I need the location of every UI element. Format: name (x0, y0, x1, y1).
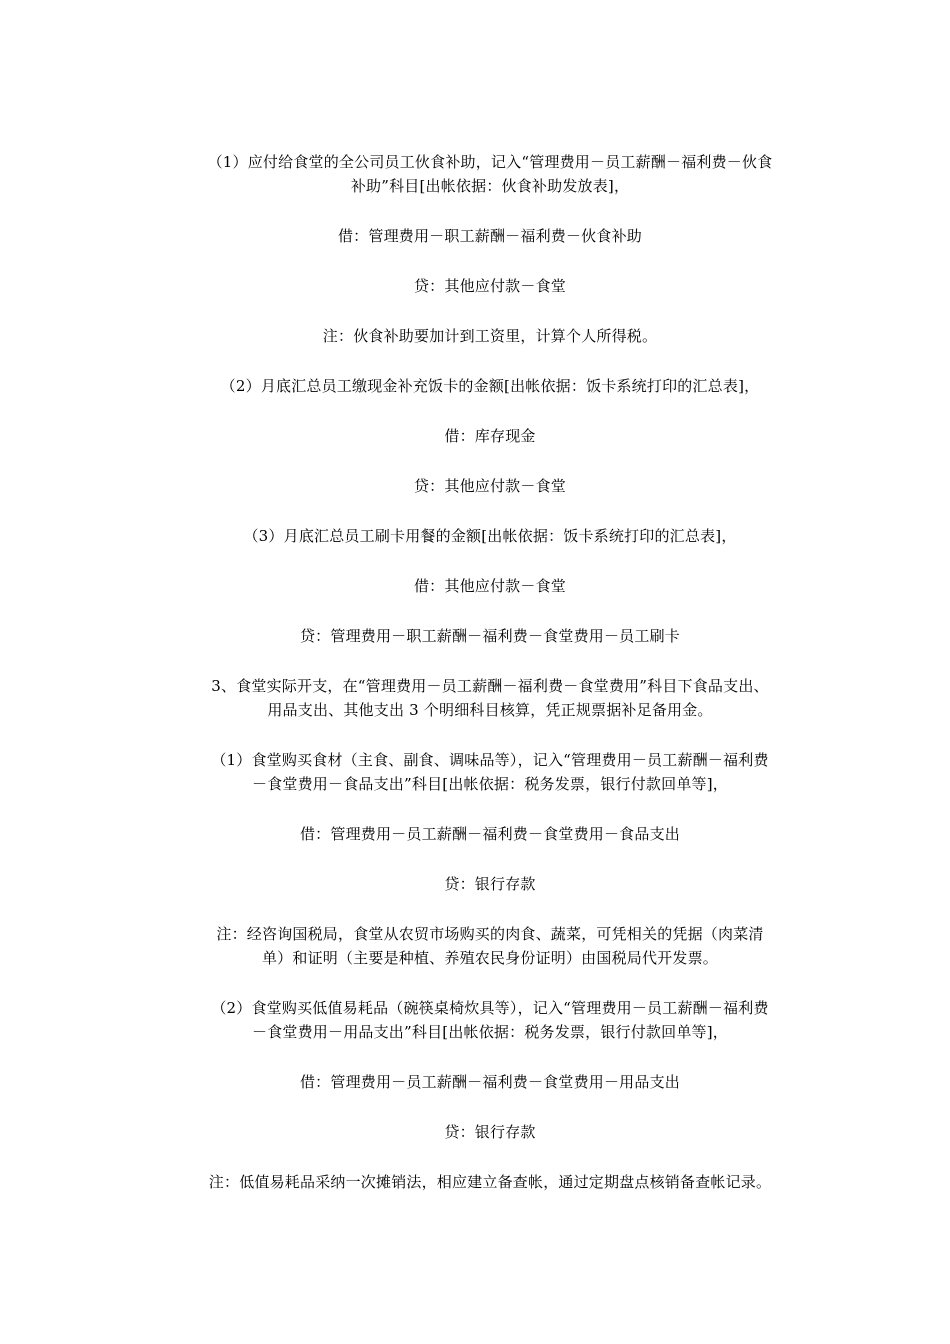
text-line: 用品支出、其他支出 3 个明细科目核算，凭正规票据补足备用金。 (267, 701, 713, 719)
text-line: 贷：银行存款 (444, 1123, 536, 1141)
paragraph-7 (170, 474, 810, 498)
text-line: －食堂费用－食品支出”科目[出帐依据：税务发票，银行付款回单等]， (252, 775, 728, 793)
text-line: 单）和证明（主要是种植、养殖农民身份证明）由国税局代开发票。 (261, 949, 718, 967)
paragraph-5 (170, 374, 810, 398)
text-line: 借：其他应付款－食堂 (413, 577, 566, 595)
paragraph-19 (170, 1170, 810, 1194)
text-line: 借：库存现金 (444, 427, 536, 445)
text-line: 贷：管理费用－职工薪酬－福利费－食堂费用－员工刷卡 (299, 627, 680, 645)
text-line: （2）月底汇总员工缴现金补充饭卡的金额[出帐依据：饭卡系统打印的汇总表]， (220, 377, 760, 395)
text-line: 注：低值易耗品采纳一次摊销法，相应建立备查帐，通过定期盘点核销备查帐记录。 (208, 1173, 772, 1191)
paragraph-11 (170, 674, 810, 722)
paragraph-12 (170, 748, 810, 796)
text-line: 补助”科目[出帐依据：伙食补助发放表]， (350, 177, 630, 195)
text-line: （1）食堂购买食材（主食、副食、调味品等），记入“管理费用－员工薪酬－福利费 (211, 751, 769, 769)
paragraph-2 (170, 224, 810, 248)
paragraph-3 (170, 274, 810, 298)
text-line: －食堂费用－用品支出”科目[出帐依据：税务发票，银行付款回单等]， (252, 1023, 728, 1041)
paragraph-13 (170, 822, 810, 846)
paragraph-14 (170, 872, 810, 896)
text-line: 注：伙食补助要加计到工资里，计算个人所得税。 (322, 327, 658, 345)
paragraph-1 (170, 150, 810, 198)
text-line: （1）应付给食堂的全公司员工伙食补助，记入“管理费用－员工薪酬－福利费－伙食 (207, 153, 773, 171)
text-line: 贷：其他应付款－食堂 (413, 277, 566, 295)
paragraph-17 (170, 1070, 810, 1094)
paragraph-16 (170, 996, 810, 1044)
paragraph-15 (170, 922, 810, 970)
text-line: 借：管理费用－员工薪酬－福利费－食堂费用－食品支出 (299, 825, 680, 843)
text-line: （2）食堂购买低值易耗品（碗筷桌椅炊具等），记入“管理费用－员工薪酬－福利费 (211, 999, 769, 1017)
paragraph-9 (170, 574, 810, 598)
text-line: 贷：其他应付款－食堂 (413, 477, 566, 495)
text-line: 注：经咨询国税局，食堂从农贸市场购买的肉食、蔬菜，可凭相关的凭据（肉菜清 (216, 925, 764, 943)
paragraph-6 (170, 424, 810, 448)
text-line: 借：管理费用－员工薪酬－福利费－食堂费用－用品支出 (299, 1073, 680, 1091)
text-line: 借：管理费用－职工薪酬－福利费－伙食补助 (337, 227, 642, 245)
paragraph-18 (170, 1120, 810, 1144)
paragraph-8 (170, 524, 810, 548)
paragraph-10 (170, 624, 810, 648)
paragraph-4 (170, 324, 810, 348)
document-body (170, 150, 810, 1220)
text-line: 3、食堂实际开支，在“管理费用－员工薪酬－福利费－食堂费用”科目下食品支出、 (211, 677, 769, 695)
text-line: （3）月底汇总员工刷卡用餐的金额[出帐依据：饭卡系统打印的汇总表]， (243, 527, 737, 545)
text-line: 贷：银行存款 (444, 875, 536, 893)
